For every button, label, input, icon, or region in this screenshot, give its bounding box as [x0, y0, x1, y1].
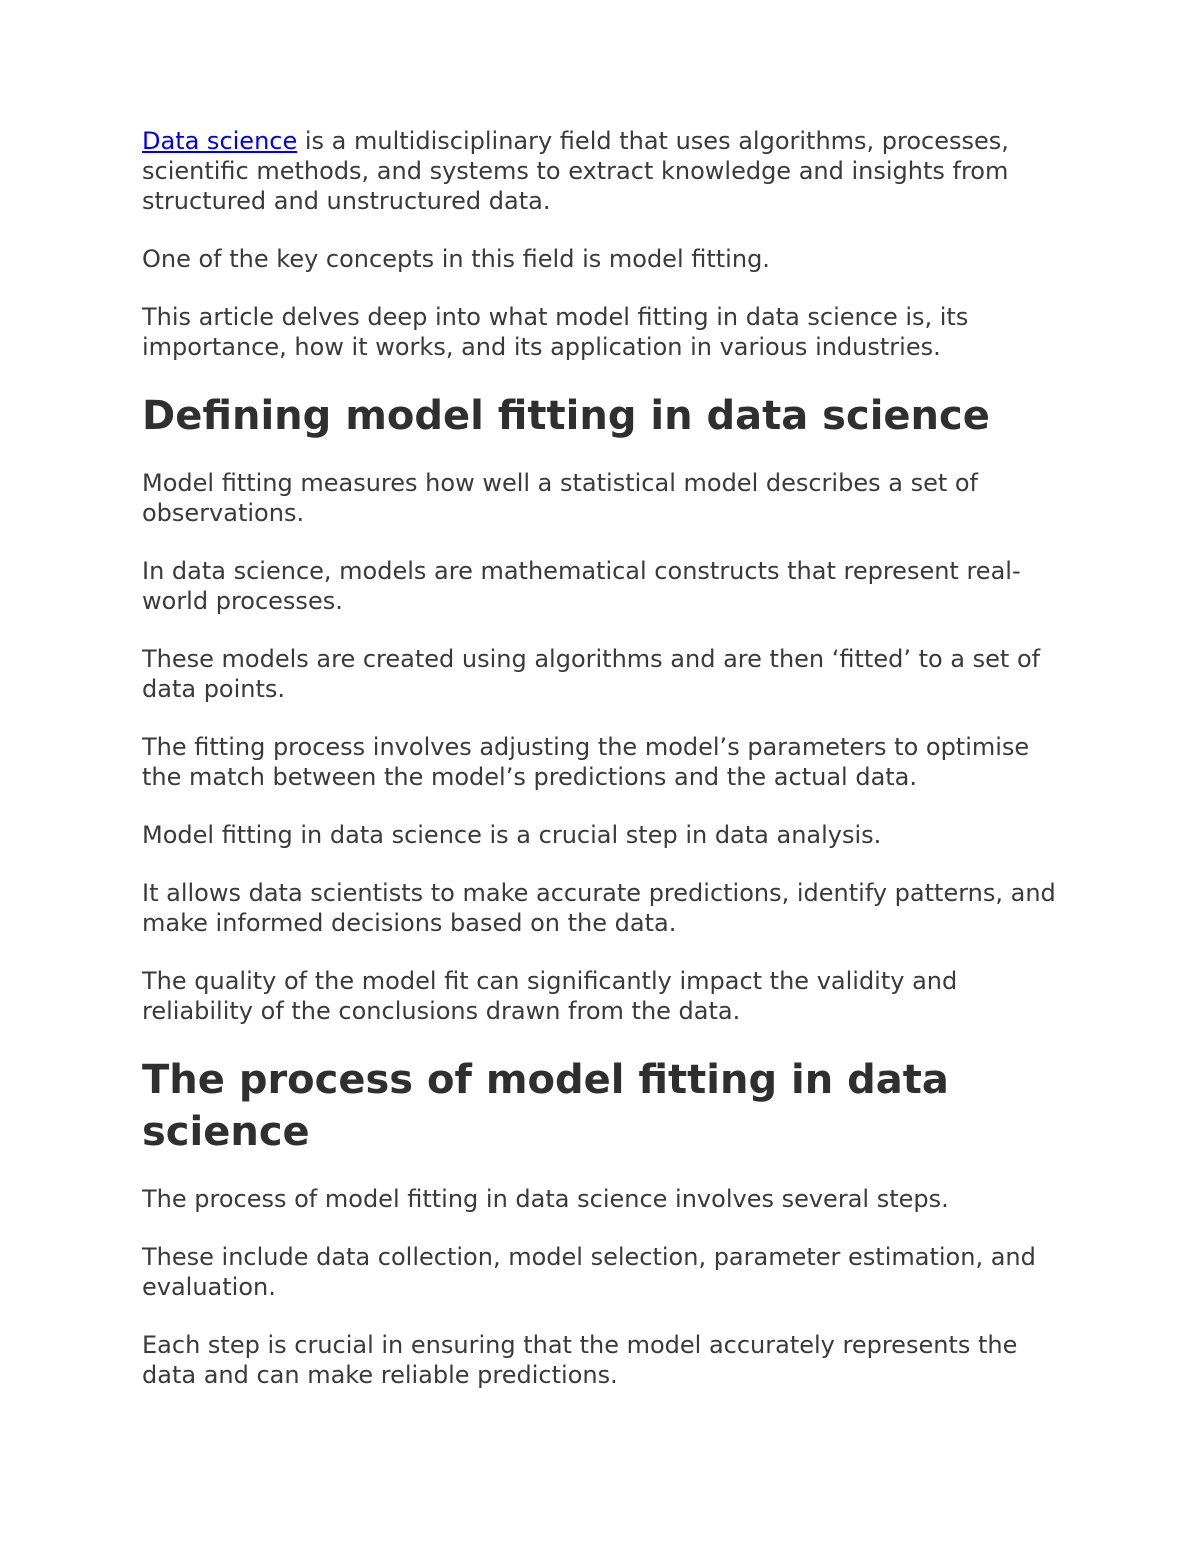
- section1-paragraph: The quality of the model fit can significantly impact the validity and reliability of the conclusions drawn from the data.: [142, 967, 958, 1025]
- section1-paragraph: Model fitting in data science is a crucial step in data analysis.: [142, 821, 882, 849]
- section2-paragraph: These include data collection, model selection, parameter estimation, and evaluation.: [142, 1243, 1036, 1301]
- section1-paragraph: Model fitting measures how well a statistical model describes a set of observations.: [142, 469, 979, 527]
- section2-paragraph: Each step is crucial in ensuring that the model accurately represents the data and can make reliable predictions.: [142, 1331, 1018, 1389]
- intro-paragraph-1: [142, 126, 1072, 216]
- section1-paragraph: These models are created using algorithms and are then ‘fitted’ to a set of data points.: [142, 645, 1041, 703]
- intro-paragraph-2: One of the key concepts in this field is model fitting.: [142, 245, 770, 273]
- section1-paragraph: The fitting process involves adjusting the model’s parameters to optimise the match between the model’s predictions and the actual data.: [142, 733, 1030, 791]
- section2-heading: The process of model fitting in data science: [142, 1057, 949, 1155]
- section1-paragraph: In data science, models are mathematical constructs that represent real-world processes.: [142, 557, 1021, 615]
- section1-heading: Defining model fitting in data science: [142, 393, 990, 439]
- section1-paragraph: It allows data scientists to make accurate predictions, identify patterns, and make informed decisions based on the data.: [142, 879, 1056, 937]
- document-page: [142, 126, 1072, 1418]
- data-science-link[interactable]: Data science: [142, 127, 298, 155]
- intro-paragraph-1-text: is a multidisciplinary field that uses algorithms, processes, scientific methods, and systems to extract knowledge and insights from structured and unstructured data.: [142, 127, 1009, 215]
- intro-paragraph-3: This article delves deep into what model fitting in data science is, its importance, how it works, and its application in various industries.: [142, 303, 969, 361]
- section2-paragraph: The process of model fitting in data science involves several steps.: [142, 1185, 949, 1213]
